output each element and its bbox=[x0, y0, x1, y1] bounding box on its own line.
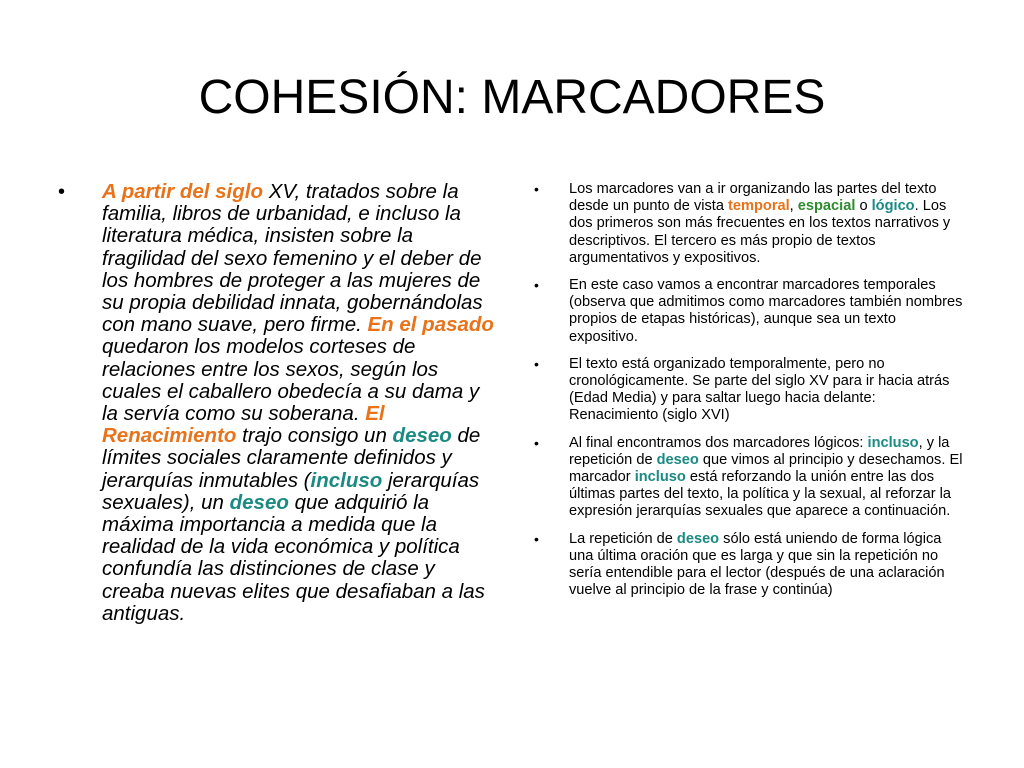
text-segment: que adquirió la máxima importancia a medida que la realidad de la vida económica y política confundía las distinciones de clase y creaba nuevas elites que desafiaban a las antiguas. bbox=[102, 490, 485, 625]
list-item bbox=[534, 277, 964, 346]
text-segment: que vimos al principio y desechamos. El marcador bbox=[569, 451, 963, 486]
logical-marker: incluso bbox=[867, 434, 919, 451]
logical-marker: deseo bbox=[229, 490, 289, 514]
temporal-marker: A partir del siglo bbox=[102, 180, 263, 203]
item-text bbox=[569, 181, 964, 267]
text-segment: XV, tratados sobre la familia, libros de urbanidad, e incluso la literatura médica, insisten sobre la fragilidad del sexo femenino y el deber de los hombres de proteger a las mujeres de su propia debilidad innata, gobernándolas con mano suave, pero firme. bbox=[102, 180, 483, 337]
item-text bbox=[569, 531, 964, 600]
bullet-point: • bbox=[534, 355, 539, 372]
logical-marker: deseo bbox=[392, 424, 452, 448]
left-column bbox=[58, 181, 498, 625]
text-segment: o bbox=[855, 198, 872, 215]
text-segment: está reforzando la unión entre las dos últimas partes del texto, la política y la sexual, al reforzar la expresión jerarquías sexuales que aparece a continuación. bbox=[569, 469, 952, 520]
list-item bbox=[534, 531, 964, 600]
text-segment: Al final encontramos dos marcadores lógicos: bbox=[569, 434, 868, 451]
quoted-text bbox=[102, 181, 498, 625]
bullet-point: • bbox=[534, 181, 539, 197]
item-text bbox=[569, 435, 964, 521]
bullet-point: • bbox=[534, 277, 539, 294]
text-segment: trajo consigo un bbox=[236, 424, 393, 448]
temporal-marker: En el pasado bbox=[367, 313, 494, 337]
text-segment: , y la repetición de bbox=[569, 434, 950, 468]
logical-marker: deseo bbox=[676, 530, 720, 547]
text-segment: . Los dos primeros son más frecuentes en los textos narrativos y descriptivos. El tercero es más propio de textos argumentativos y expositivos. bbox=[569, 198, 951, 266]
temporal-marker: El Renacimiento bbox=[102, 402, 385, 448]
bullet-point: • bbox=[534, 530, 539, 547]
text-segment: quedaron los modelos corteses de relaciones entre los sexos, según los cuales el caballero obedecía a su dama y la servía como su soberana. bbox=[102, 335, 480, 426]
text-segment: sólo está uniendo de forma lógica una última oración que es larga y que sin la repetición no sería entendible para el lector (después de una aclaración vuelve al principio de la frase y continúa) bbox=[569, 530, 945, 599]
text-segment: de límites sociales claramente definidos y jerarquías inmutables ( bbox=[102, 424, 481, 492]
temporal-marker: temporal bbox=[728, 198, 790, 215]
slide-title: COHESIÓN: MARCADORES bbox=[198, 71, 826, 124]
logical-marker: incluso bbox=[310, 468, 383, 492]
logical-marker: deseo bbox=[656, 451, 699, 468]
spatial-marker: espacial bbox=[797, 198, 856, 215]
logical-marker: lógico bbox=[871, 198, 915, 215]
list-item bbox=[534, 356, 964, 425]
list-item bbox=[534, 435, 964, 521]
item-text: En este caso vamos a encontrar marcadores temporales (observa que admitimos como marcadores también nombres propios de etapas históricas), aunque sea un texto expositivo. bbox=[569, 277, 963, 345]
logical-marker: incluso bbox=[634, 469, 686, 486]
right-column bbox=[534, 181, 964, 609]
bullet-point: • bbox=[534, 434, 539, 451]
text-segment: La repetición de bbox=[569, 530, 677, 547]
text-segment: , bbox=[789, 198, 798, 215]
text-segment: jerarquías sexuales), un bbox=[102, 468, 480, 514]
item-text: El texto está organizado temporalmente, pero no cronológicamente. Se parte del siglo XV para ir hacia atrás (Edad Media) y para saltar luego hacia delante: Renacimiento (siglo XVI) bbox=[569, 355, 950, 424]
bullet-point: • bbox=[58, 181, 66, 203]
text-segment: Los marcadores van a ir organizando las partes del texto desde un punto de vista bbox=[569, 181, 937, 215]
list-item bbox=[534, 181, 964, 267]
